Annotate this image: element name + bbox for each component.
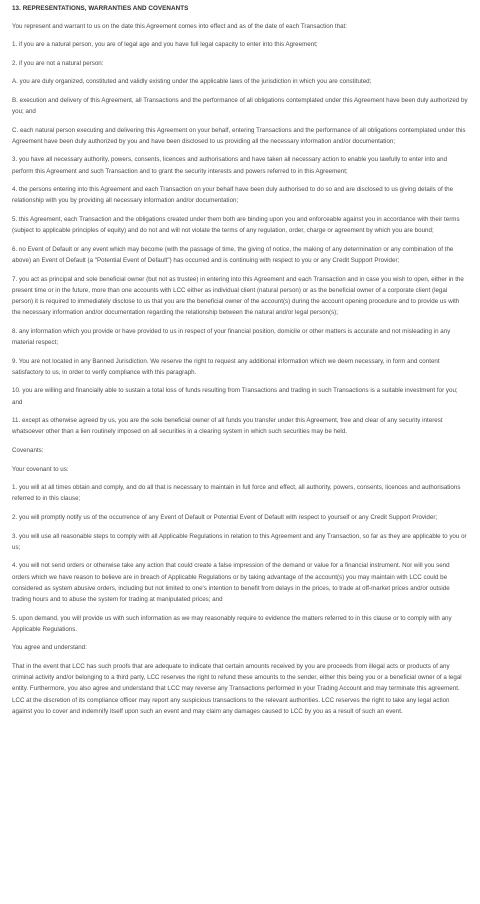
paragraph: 5. this Agreement, each Transaction and the obligations created under them both are binding upon you and enforceable against you in accordance with their terms (subject to applicable principles of equity) and do not and will not violate the terms of any regulation, order, charge or agreement by which you are bound; <box>12 216 460 235</box>
paragraph: 6. no Event of Default or any event which may become (with the passage of time, the giving of notice, the making of any determination or any combination of the above) an Event of Default (a "Potential Event of Default") has occurred and is continuing with respect to you or any Credit Support Provider; <box>12 245 454 265</box>
paragraph: 2. you will promptly notify us of the occurrence of any Event of Default or Potential Event of Default with respect to yourself or any Credit Support Provider; <box>12 514 438 522</box>
paragraph: B. execution and delivery of this Agreement, all Transactions and the performance of all obligations contemplated under this Agreement have been duly authorized by you; and <box>12 96 468 116</box>
paragraph: You represent and warrant to us on the date this Agreement comes into effect and as of the date of each Transaction that: <box>12 22 348 30</box>
paragraph: 3. you have all necessary authority, powers, consents, licences and authorisations and have taken all necessary action to enable you lawfully to enter into and perform this Agreement and such Transaction and to grant the security interests and powers referred to in this Agreement; <box>12 156 448 175</box>
paragraph: That in the event that LCC has such proofs that are adequate to indicate that certain amounts received by you are proceeds from illegal acts or products of any criminal activity and/or belonging to a third party, LCC reserves the right to refund these amounts to the sender, either this being you or a beneficial owner of a legal entity. Furthermore, you also agree and understand that LCC may reverse any Transactions performed in your Trading Account and may terminate this agreement. LCC at the discretion of its compliance officer may report any suspicious transactions to the relevant authorities. LCC reserves the right to take any legal action against you to cover and indemnify itself upon such an event and may claim any damages caused to LCC by you as a result of such an event. <box>12 663 462 715</box>
paragraph: C. each natural person executing and delivering this Agreement on your behalf, entering Transactions and the performance of all obligations contemplated under this Agreement have been duly authorized by you and have been disclosed to us providing all the necessary information and/or documentation; <box>12 126 466 145</box>
paragraph: 1. you will at all times obtain and comply, and do all that is necessary to maintain in full force and effect, all authority, powers, consents, licences and authorisations referred to in this clause; <box>12 484 461 503</box>
paragraph: A. you are duly organized, constituted and validly existing under the applicable laws of the jurisdiction in which you are constituted; <box>12 78 372 86</box>
paragraph: You agree and understand: <box>12 644 87 652</box>
section-body <box>12 21 468 718</box>
paragraph: Covenants: <box>12 447 44 455</box>
paragraph: 8. any information which you provide or have provided to us in respect of your financial position, domicile or other matters is accurate and not misleading in any material respect; <box>12 327 451 347</box>
paragraph: 5. upon demand, you will provide us with such information as we may reasonably require to evidence the matters referred to in this clause or to comply with any Applicable Regulations. <box>12 614 452 633</box>
paragraph: 3. you will use all reasonable steps to comply with all Applicable Regulations in relation to this Agreement and any Transaction, so far as they are applicable to you or us; <box>12 532 467 551</box>
paragraph: 4. you will not send orders or otherwise take any action that could create a false impression of the demand or value for a financial instrument. Nor will you send orders which we have reason to believe are in breach of Applicable Regulations or by taking advantage of the account(s) you may maintain with LCC could be considered as system abusive orders, including but not limited to one's intention to benefit from delays in the prices, to trade at off-market prices and/or outside trading hours and to abuse the system for trading at manipulated prices; and <box>12 562 450 604</box>
paragraph: 11. except as otherwise agreed by us, you are the sole beneficial owner of all funds you transfer under this Agreement, free and clear of any security interest whatsoever other than a lien routinely imposed on all securities in a clearing system in which such securities may be held. <box>12 417 443 436</box>
paragraph: 4. the persons entering into this Agreement and each Transaction on your behalf have been duly authorised to do so and are disclosed to us giving details of the relationship with you by providing all necessary information and/or documentation; <box>12 186 454 205</box>
section-heading: 13. REPRESENTATIONS, WARRANTIES AND COVENANTS <box>12 5 189 12</box>
paragraph: 1. if you are a natural person, you are of legal age and you have full legal capacity to enter into this Agreement; <box>12 41 318 49</box>
paragraph: 10. you are willing and financially able to sustain a total loss of funds resulting from Transactions and trading in such Transactions is a suitable investment for you; and <box>12 387 458 406</box>
paragraph: 9. You are not located in any Banned Jurisdiction. We reserve the right to request any additional information which we deem necessary, in form and content satisfactory to us, in order to verify compliance with this paragraph. <box>12 357 440 376</box>
paragraph: Your covenant to us: <box>12 465 69 473</box>
paragraph: 2. if you are not a natural person: <box>12 59 104 67</box>
paragraph: 7. you act as principal and sole beneficial owner (but not as trustee) in entering into this Agreement and each Transaction and in case you wish to open, either in the present time or in the future, more than one accounts with LCC either as individual client (natural person) or as the beneficial owner of a corporate client (legal person) it is required to immediately disclose to us that you are the beneficial owner of the account(s) during the account opening procedure and to provide us with the necessary information and/or documentation regarding the relationship between the natural and/or legal person(s); <box>12 275 464 317</box>
